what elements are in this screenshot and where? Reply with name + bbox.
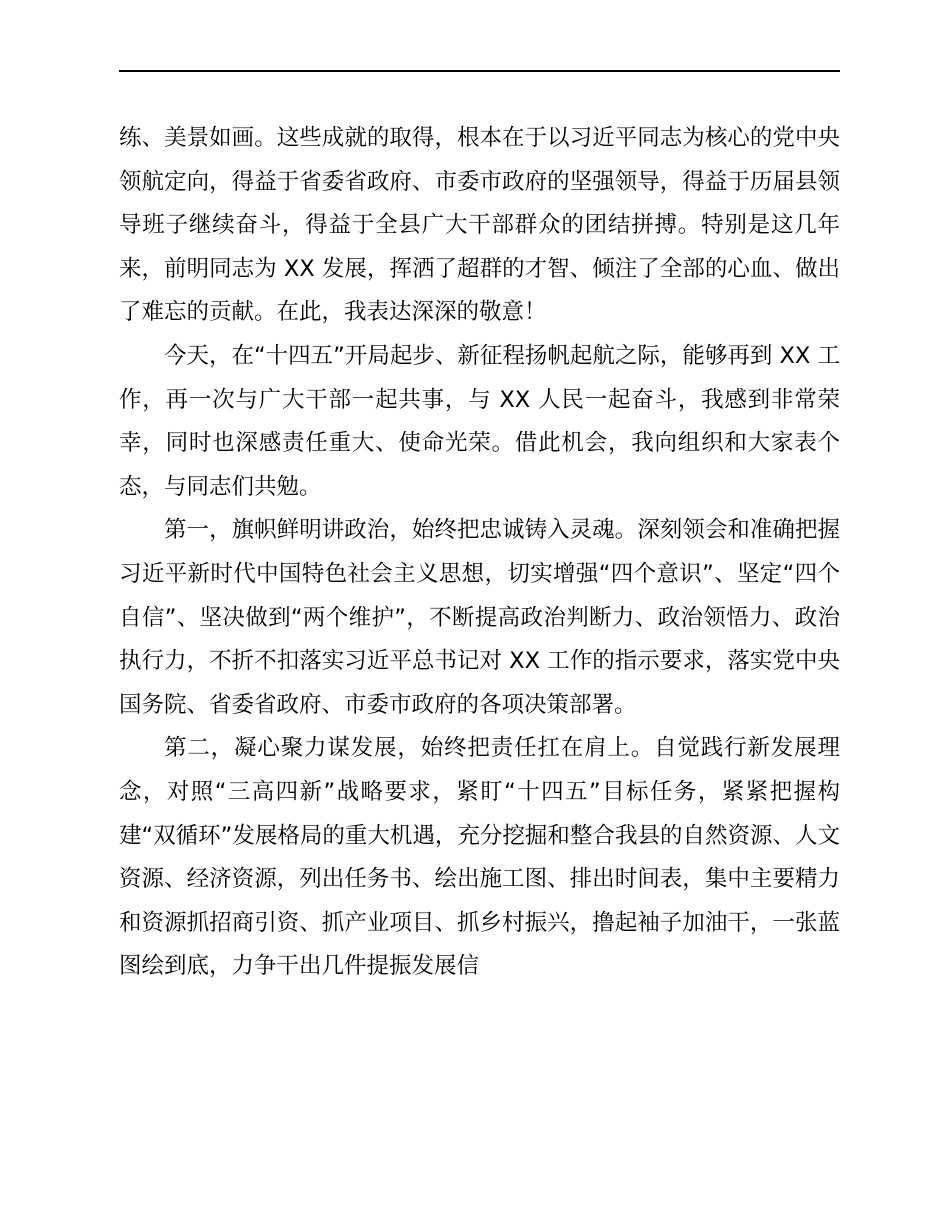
document-body bbox=[119, 117, 840, 989]
paragraph-achievements: 练、美景如画。这些成就的取得，根本在于以习近平同志为核心的党中央领航定向，得益于省委省政府、市委市政府的坚强领导，得益于历届县领导班子继续奋斗，得益于全县广大干部群众的团结拼搏。特别是这几年来，前明同志为 XX 发展，挥洒了超群的才智、倾注了全部的心血、做出了难忘的贡献。在此，我表达深深的敬意！ bbox=[119, 125, 840, 326]
paragraph-first-point: 第一，旗帜鲜明讲政治，始终把忠诚铸入灵魂。深刻领会和准确把握习近平新时代中国特色社会主义思想，切实增强“四个意识”、坚定“四个自信”、坚决做到“两个维护”，不断提高政治判断力、政治领悟力、政治执行力，不折不扣落实习近平总书记对 XX 工作的指示要求，落实党中央国务院、省委省政府、市委市政府的各项决策部署。 bbox=[119, 517, 840, 718]
header-rule bbox=[119, 70, 840, 72]
paragraph-today: 今天，在“十四五”开局起步、新征程扬帆起航之际，能够再到 XX 工作，再一次与广大干部一起共事，与 XX 人民一起奋斗，我感到非常荣幸，同时也深感责任重大、使命光荣。借此机会，我向组织和大家表个态，与同志们共勉。 bbox=[119, 342, 840, 500]
paragraph-second-point: 第二，凝心聚力谋发展，始终把责任扛在肩上。自觉践行新发展理念，对照“三高四新”战略要求，紧盯“十四五”目标任务，紧紧把握构建“双循环”发展格局的重大机遇，充分挖掘和整合我县的自然资源、人文资源、经济资源，列出任务书、绘出施工图、排出时间表，集中主要精力和资源抓招商引资、抓产业项目、抓乡村振兴，撸起袖子加油干，一张蓝图绘到底，力争干出几件提振发展信 bbox=[119, 735, 840, 980]
